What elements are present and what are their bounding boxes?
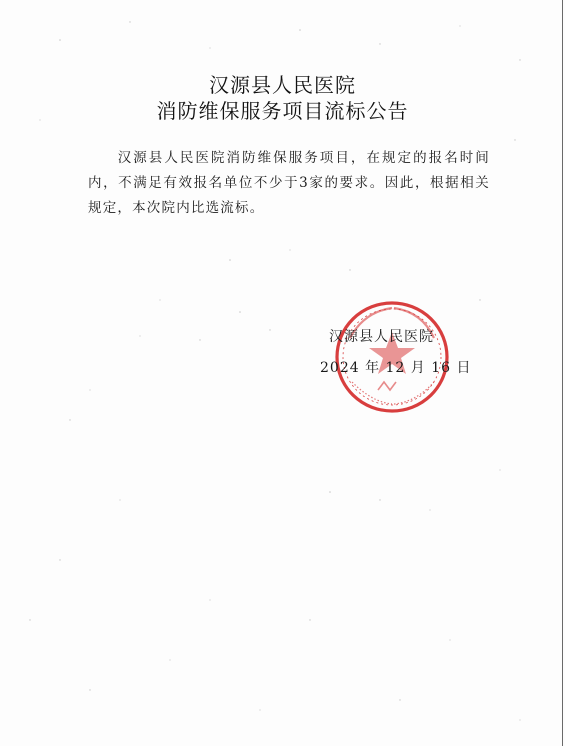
title-line-org: 汉源县人民医院 [209, 73, 356, 97]
signature-date: 2024 年 12 月 16 日 [320, 360, 472, 376]
title-line-subject: 消防维保服务项目流标公告 [156, 99, 409, 123]
signature-organization: 汉源县人民医院 [329, 329, 434, 345]
announcement-paragraph: 汉源县人民医院消防维保服务项目，在规定的报名时间内，不满足有效报名单位不少于3家的要求。因此，根据相关规定，本次院内比选流标。 [88, 150, 490, 216]
